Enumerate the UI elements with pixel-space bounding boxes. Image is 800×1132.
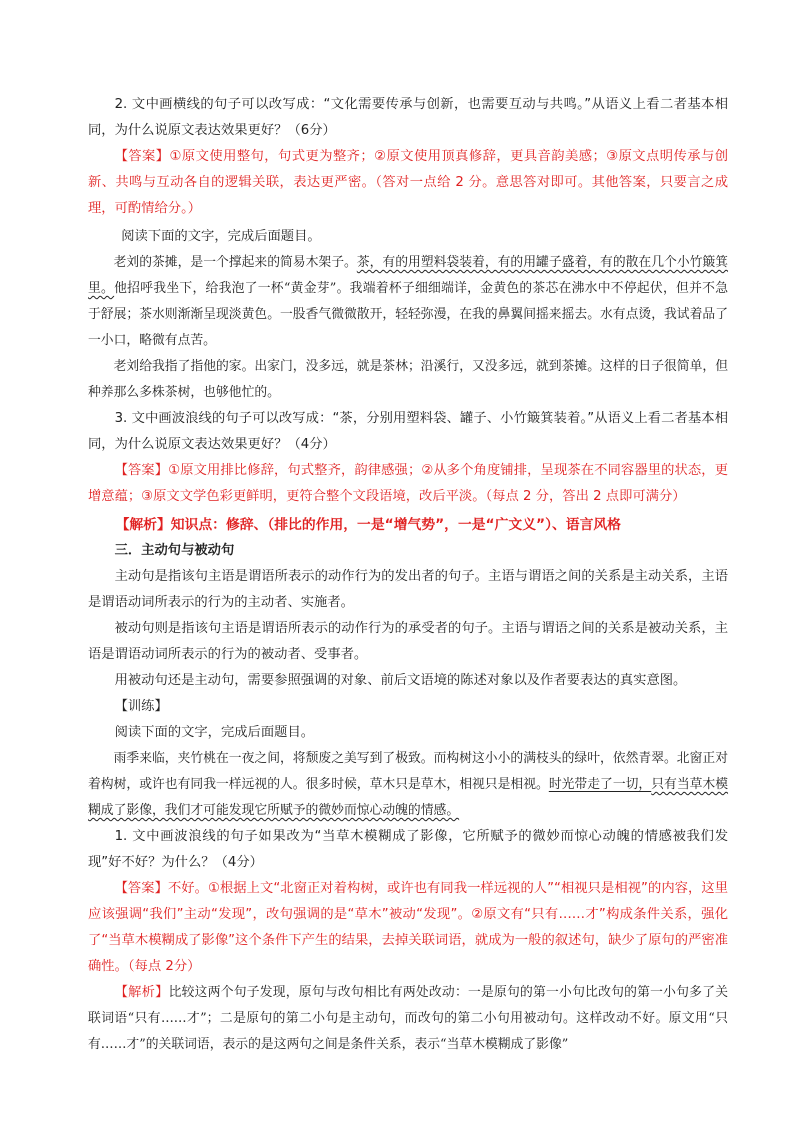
section-paragraph-3: 用被动句还是主动句，需要参照强调的对象、前后文语境的陈述对象以及作者要表达的真实意图。	[114, 673, 687, 688]
question-1: 1. 文中画波浪线的句子如果改为“当草木模糊成了影像，它所赋予的微妙而惊心动魄的情感被我们发现”好不好？为什么？（4分）	[88, 829, 728, 870]
analysis-text: 比较这两个句子发现，原句与改句相比有两处改动：一是原句的第一小句比改句的第一小句多了关联词语“只有……才”；二是原句的第二小句是主动句，而改句的第二小句用被动句。这样改动不好。原文用“只有……才”的关联词语，表示的是这两句之间是条件关系，表示“当草木模糊成了影像”	[88, 985, 729, 1052]
passage-paragraph-2: 老刘给我指了指他的家。出家门，没多远，就是茶林；沿溪行，又没多远，就到茶摊。这样的日子很简单，但种养那么多株茶树，也够他忙的。	[88, 359, 728, 400]
analysis-2	[88, 980, 728, 1058]
answer-3	[88, 458, 728, 510]
document-content	[88, 92, 728, 1058]
analysis-label: 【解析】	[114, 985, 169, 1000]
answer-2	[88, 144, 728, 222]
question-3: 3. 文中画波浪线的句子可以改写成：“茶，分别用塑料袋、罐子、小竹簸箕装着。”从语义上看二者基本相同，为什么说原文表达效果更好？（4分）	[88, 411, 728, 452]
passage-text: 老刘的茶摊，是一个撑起来的简易木架子。	[113, 255, 357, 270]
answer-label: 【答案】	[114, 149, 170, 164]
section-title: 三．主动句与被动句	[114, 543, 235, 558]
answer-label: 【答案】	[114, 463, 169, 478]
reading-instruction: 阅读下面的文字，完成后面题目。	[121, 229, 321, 244]
wavy-underlined-sentence: 茶，有的用塑料袋装着，有的用罐子盛着，有的散在几个小竹簸箕里。	[88, 255, 729, 296]
answer-label: 【答案】	[114, 881, 168, 896]
straight-underlined-sentence: 时光带走了一切，	[548, 777, 652, 792]
answer-text: 不好。①根据上文“北窗正对着构树，或许也有同我一样远视的人”“相视只是相视”的内容，这里应该强调“我们”主动“发现”，改句强调的是“草木”被动“发现”。②原文有“只有……才”构成条件关系，强化了“当草木模糊成了影像”这个条件下产生的结果，去掉关联词语，就成为一般的叙述句，缺少了原句的严密准确性。（每点 2分）	[88, 881, 728, 974]
training-passage	[88, 746, 728, 824]
wavy-underlined-sentence: 只有当草木模糊成了影像，我们才可能发现它所赋予的微妙而惊心动魄的情感。	[88, 777, 729, 818]
section-paragraph-1: 主动句是指该句主语是谓语所表示的动作行为的发出者的句子。主语与谓语之间的关系是主动关系，主语是谓语动词所表示的行为的主动者、实施者。	[88, 569, 728, 610]
passage-text: 雨季来临，夹竹桃在一夜之间，将颓废之美写到了极致。而构树这小小的满枝头的绿叶，依然青翠。北窗正对着构树，或许也有同我一样远视的人。很多时候，草木只是草木，相视只是相视。	[88, 751, 728, 792]
passage-text: 他招呼我坐下，给我泡了一杯“黄金芽”。我端着杯子细细端详，金黄色的茶芯在沸水中不停起伏，但并不急于舒展；茶水则渐渐呈现淡黄色。一股香气微微散开，轻轻弥漫，在我的鼻翼间摇来摇去。水有点烫，我试着品了一小口，略微有点苦。	[88, 281, 729, 348]
answer-text: ①原文使用整句，句式更为整齐；②原文使用顶真修辞，更具音韵美感；③原文点明传承与创新、共鸣与互动各自的逻辑关联，表达更严密。（答对一点给 2 分。意思答对即可。其他答案，只要言之成理，可酌情给分。）	[88, 149, 729, 216]
training-label: 【训练】	[114, 699, 168, 714]
answer-text: ①原文用排比修辞，句式整齐，韵律感强；②从多个角度铺排，呈现茶在不同容器里的状态，更增意蕴；③原文文学色彩更鲜明，更符合整个文段语境，改后平淡。（每点 2 分，答出 2 点即可满分）	[88, 463, 729, 504]
question-2: 2. 文中画横线的句子可以改写成：“文化需要传承与创新，也需要互动与共鸣。”从语义上看二者基本相同，为什么说原文表达效果更好？（6分）	[88, 97, 728, 138]
analysis-1: 【解析】知识点：修辞、（排比的作用，一是“增气势”，一是“广文义”）、语言风格	[115, 517, 621, 533]
training-instruction: 阅读下面的文字，完成后面题目。	[114, 725, 315, 740]
answer-1	[88, 876, 728, 980]
section-paragraph-2: 被动句则是指该句主语是谓语所表示的动作行为的承受者的句子。主语与谓语之间的关系是被动关系，主语是谓语动词所表示的行为的被动者、受事者。	[88, 621, 728, 662]
passage-paragraph-1	[88, 250, 728, 354]
